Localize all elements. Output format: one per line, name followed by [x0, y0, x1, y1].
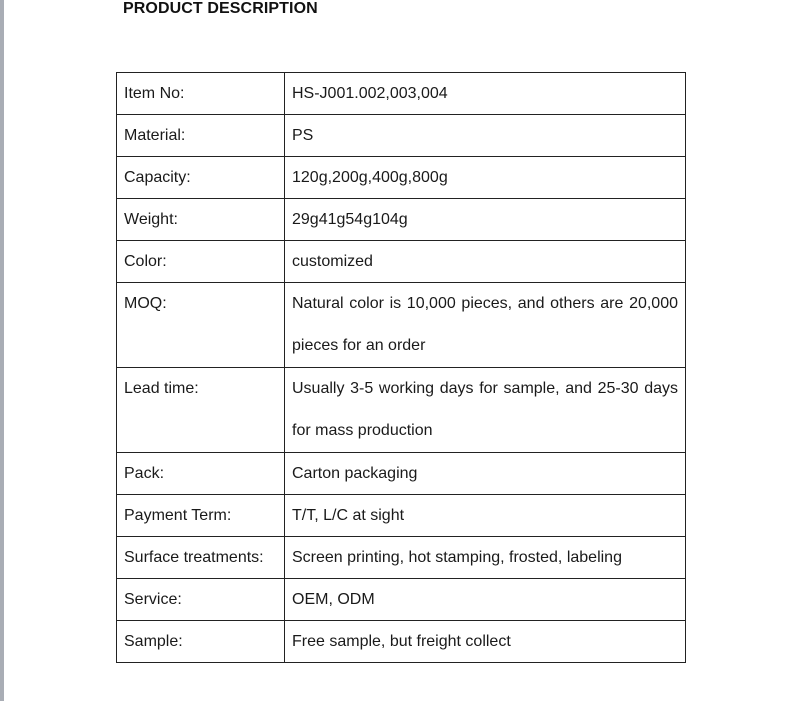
spec-row-lead-time [117, 368, 686, 453]
spec-row-sample [117, 621, 686, 663]
product-spec-table [116, 72, 686, 663]
spec-row-moq [117, 283, 686, 368]
spec-row-item-no [117, 73, 686, 115]
spec-label: Weight: [117, 199, 285, 241]
spec-label: Payment Term: [117, 495, 285, 537]
spec-value: T/T, L/C at sight [285, 495, 686, 537]
spec-label: Sample: [117, 621, 285, 663]
spec-label: Capacity: [117, 157, 285, 199]
spec-row-surface-treatments [117, 537, 686, 579]
spec-label: Surface treatments: [117, 537, 285, 579]
spec-value: 29g41g54g104g [285, 199, 686, 241]
document-title: PRODUCT DESCRIPTION [123, 0, 318, 17]
spec-value: Free sample, but freight collect [285, 621, 686, 663]
spec-value: Screen printing, hot stamping, frosted, labeling [285, 537, 686, 579]
spec-label: Lead time: [117, 368, 285, 453]
spec-label: Pack: [117, 453, 285, 495]
spec-label: Item No: [117, 73, 285, 115]
spec-row-material [117, 115, 686, 157]
spec-value: OEM, ODM [285, 579, 686, 621]
spec-value: Carton packaging [285, 453, 686, 495]
spec-value: 120g,200g,400g,800g [285, 157, 686, 199]
spec-label: MOQ: [117, 283, 285, 368]
spec-row-pack [117, 453, 686, 495]
spec-value: HS-J001.002,003,004 [285, 73, 686, 115]
spec-label: Color: [117, 241, 285, 283]
spec-value: customized [285, 241, 686, 283]
spec-value: PS [285, 115, 686, 157]
spec-value: Usually 3-5 working days for sample, and 25-30 days for mass production [285, 368, 686, 453]
spec-row-weight [117, 199, 686, 241]
spec-row-color [117, 241, 686, 283]
spec-row-service [117, 579, 686, 621]
spec-row-payment-term [117, 495, 686, 537]
spec-label: Material: [117, 115, 285, 157]
spec-value: Natural color is 10,000 pieces, and others are 20,000 pieces for an order [285, 283, 686, 368]
left-margin-bar [0, 0, 4, 701]
spec-row-capacity [117, 157, 686, 199]
spec-label: Service: [117, 579, 285, 621]
